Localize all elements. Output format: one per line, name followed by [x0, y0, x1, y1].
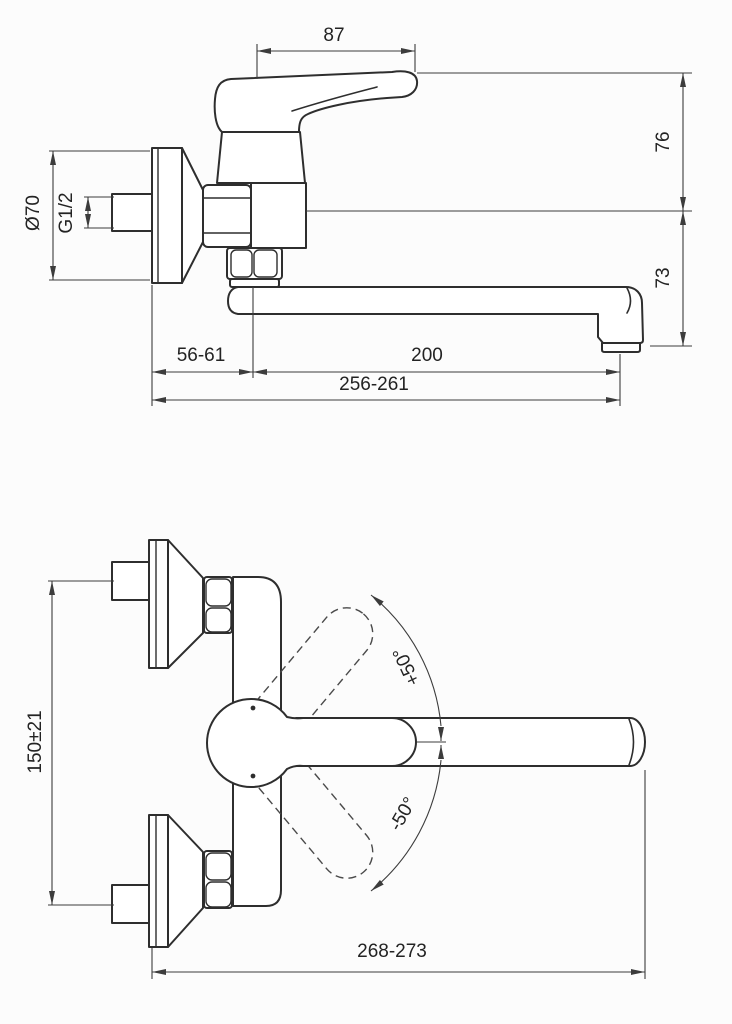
dim-label-200: 200 [411, 345, 443, 366]
dim-label-minus50: -50° [385, 793, 422, 835]
dim-label-73: 73 [653, 267, 674, 289]
side-cartridge-neck [217, 132, 305, 183]
dim-label-268-273: 268-273 [357, 941, 427, 962]
dim-label-150: 150±21 [25, 710, 46, 774]
dim-handle-length [257, 25, 415, 79]
dim-inlet-spacing [25, 581, 114, 905]
dim-label-76: 76 [653, 131, 674, 153]
dim-label-256-261: 256-261 [339, 374, 409, 395]
dim-label-56-61: 56-61 [176, 345, 226, 366]
side-spout-washer [230, 279, 279, 287]
side-escutcheon-cone [182, 148, 203, 283]
side-union-nut [203, 185, 251, 247]
side-aerator [602, 343, 640, 352]
side-spout [228, 287, 643, 343]
hub-pin-top [251, 706, 256, 711]
side-inlet-stub [112, 194, 153, 231]
side-lever-handle [215, 71, 417, 132]
front-escutcheon-cone-top [168, 540, 203, 668]
front-escutcheon-flange-bottom [149, 815, 168, 947]
front-view [25, 540, 645, 979]
front-inlet-stub-bottom [112, 885, 153, 923]
dim-label-plus50: +50° [389, 643, 425, 689]
hub-pin-bottom [251, 774, 256, 779]
front-escutcheon-flange-top [149, 540, 168, 668]
side-body [251, 183, 306, 248]
front-lever-hub [207, 699, 416, 787]
front-escutcheon-cone-bottom [168, 815, 203, 947]
front-inlet-stub-top [112, 562, 153, 600]
side-escutcheon-flange [152, 148, 182, 283]
dim-label-g12: G1/2 [56, 192, 77, 234]
dim-label-87: 87 [323, 25, 345, 46]
side-view [23, 25, 692, 406]
dim-inlet-thread [56, 192, 114, 233]
dim-label-d70: Ø70 [23, 195, 44, 231]
